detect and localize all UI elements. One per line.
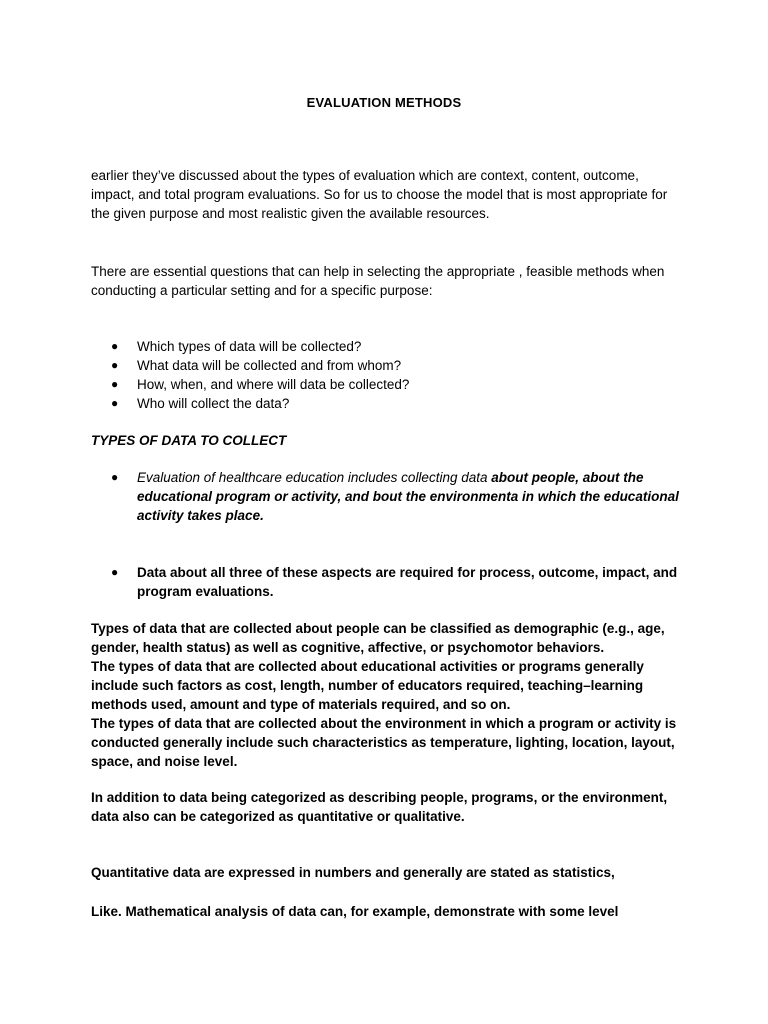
questions-paragraph: There are essential questions that can help in selecting the appropriate , feasible methods when conducting a particular setting and for a specific purpose: [91,264,665,298]
program-data-paragraph: The types of data that are collected about educational activities or programs generally include such factors as cost, length, number of educators required, teaching–learning methods used, amount and type of materials required, and so on. [91,659,644,712]
types-list-1 [91,468,681,525]
page-title: EVALUATION METHODS [306,95,462,110]
question-text: Which types of data will be collected? [137,339,362,354]
list-item [91,356,681,375]
types-bullet-bold: about people, about the educational program or activity, and bout the environmenta in which the educational activity takes place. [137,470,679,523]
bullet-icon: ● [111,396,119,410]
question-text: What data will be collected and from whom? [137,358,402,373]
types-bullet-text: Data about all three of these aspects are required for process, outcome, impact, and program evaluations. [137,565,678,599]
list-item [91,468,681,525]
body-block [91,619,681,771]
intro-paragraph: earlier they’ve discussed about the types of evaluation which are context, content, outcome, impact, and total program evaluations. So for us to choose the model that is most appropriate for the given purpose and most realistic given the available resources. [91,168,668,221]
list-item [91,563,681,601]
bullet-icon: ● [111,339,119,353]
bullet-icon: ● [111,358,119,372]
addition-paragraph: In addition to data being categorized as describing people, programs, or the environment, data also can be categorized as quantitative or qualitative. [91,790,668,824]
list-item [91,337,681,356]
quantitative-paragraph: Quantitative data are expressed in numbers and generally are stated as statistics, [91,865,615,880]
types-bullet-italic: Evaluation of healthcare education includes collecting data [137,470,492,485]
environment-data-paragraph: The types of data that are collected about the environment in which a program or activity is conducted generally include such characteristics as temperature, lighting, location, layout, space, and noise level. [91,716,677,769]
types-heading: TYPES OF DATA TO COLLECT [91,433,287,448]
bullet-icon: ● [111,470,119,484]
bullet-icon: ● [111,377,119,391]
questions-list [91,337,681,413]
like-paragraph: Like. Mathematical analysis of data can, for example, demonstrate with some level [91,904,619,919]
list-item [91,375,681,394]
bullet-icon: ● [111,565,119,579]
types-list-2 [91,563,681,601]
question-text: How, when, and where will data be collected? [137,377,410,392]
list-item [91,394,681,413]
people-data-paragraph: Types of data that are collected about people can be classified as demographic (e.g., age, gender, health status) as well as cognitive, affective, or psychomotor behaviors. [91,621,665,655]
question-text: Who will collect the data? [137,396,290,411]
